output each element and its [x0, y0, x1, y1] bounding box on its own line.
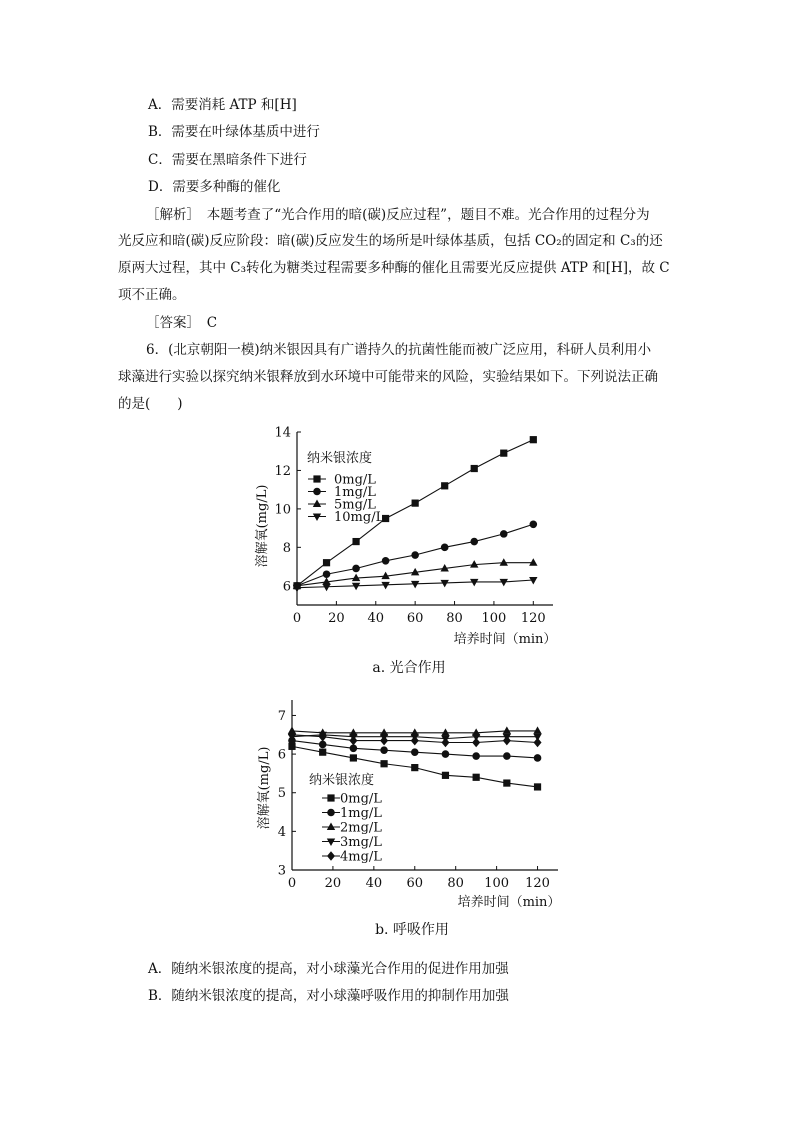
- data-point: [382, 557, 390, 565]
- x-tick-label: 120: [525, 876, 550, 891]
- q5-analysis-line-2: 光反应和暗(碳)反应阶段：暗(碳)反应发生的场所是叶绿体基质，包括 CO₂的固定和 C₃的还: [118, 233, 663, 249]
- legend-marker: [327, 851, 335, 861]
- data-point: [380, 760, 387, 767]
- data-point: [412, 500, 419, 507]
- data-point: [529, 558, 537, 566]
- legend-marker: [327, 823, 335, 831]
- x-tick-label: 0: [287, 876, 297, 891]
- data-point: [470, 538, 478, 546]
- y-tick-label: 12: [274, 463, 291, 479]
- legend: [307, 450, 385, 525]
- data-point: [503, 779, 510, 786]
- legend-label: 3mg/L: [340, 835, 382, 850]
- y-tick-label: 7: [277, 708, 286, 724]
- x-tick-label: 20: [328, 611, 345, 626]
- q5-option-d: D．需要多种酶的催化: [148, 179, 281, 195]
- data-point: [500, 558, 508, 566]
- x-tick-label: 100: [481, 611, 507, 626]
- data-point: [411, 551, 419, 559]
- data-point: [352, 574, 360, 582]
- data-point: [534, 738, 542, 748]
- y-tick-label: 14: [274, 425, 291, 441]
- legend: [309, 772, 382, 865]
- chart-2: [256, 700, 560, 938]
- x-tick-label: 80: [446, 611, 463, 626]
- legend-label: 4mg/L: [340, 849, 382, 865]
- y-tick-label: 10: [274, 502, 291, 518]
- y-tick-label: 8: [282, 540, 291, 556]
- q5-answer: ［答案］ C: [146, 315, 218, 331]
- series-10mg/L: [293, 577, 538, 592]
- data-point: [442, 750, 450, 758]
- data-point: [352, 538, 359, 545]
- y-tick-label: 6: [282, 579, 291, 595]
- legend-marker: [313, 475, 320, 482]
- legend-title: 纳米银浓度: [309, 773, 375, 788]
- legend-marker: [327, 809, 335, 817]
- data-point: [352, 565, 360, 573]
- q5-analysis-line-3: 原两大过程，其中 C₃转化为糖类过程需要多种酶的催化且需要光反应提供 ATP 和[H]，故 C: [118, 260, 670, 276]
- x-tick-label: 20: [324, 876, 342, 891]
- y-tick-label: 5: [277, 786, 286, 802]
- legend-marker: [327, 839, 335, 847]
- q6-stem-line-2: 球藻进行实验以探究纳米银释放到水环境中可能带来的风险，实验结果如下。下列说法正确: [118, 369, 658, 385]
- data-point: [411, 581, 419, 589]
- x-tick-label: 0: [292, 611, 302, 626]
- data-point: [530, 520, 538, 528]
- data-point: [350, 754, 357, 761]
- data-point: [472, 738, 480, 748]
- data-point: [534, 783, 541, 790]
- data-point: [441, 544, 449, 552]
- legend-label: 5mg/L: [334, 497, 376, 513]
- x-axis-label: 培养时间（min）: [453, 632, 557, 647]
- data-point: [533, 726, 541, 734]
- legend-marker: [313, 488, 321, 496]
- data-point: [473, 774, 480, 781]
- data-point: [411, 764, 418, 771]
- data-point: [380, 746, 388, 754]
- figure-caption: a. 光合作用: [372, 660, 446, 676]
- legend-marker: [313, 514, 321, 522]
- data-point: [411, 748, 419, 756]
- data-point: [441, 728, 449, 736]
- data-point: [471, 465, 478, 472]
- x-tick-label: 120: [520, 611, 546, 626]
- legend-label: 0mg/L: [334, 472, 376, 488]
- legend-label: 1mg/L: [334, 485, 376, 500]
- data-point: [472, 752, 480, 760]
- data-point: [322, 584, 330, 592]
- q6-option-a: A．随纳米银浓度的提高，对小球藻光合作用的促进作用加强: [148, 961, 509, 977]
- legend-label: 10mg/L: [334, 510, 385, 525]
- data-point: [441, 482, 448, 489]
- y-tick-label: 3: [277, 863, 286, 879]
- chart-1: [254, 426, 556, 677]
- x-tick-label: 40: [365, 876, 383, 891]
- figure-caption: b. 呼吸作用: [375, 922, 449, 938]
- legend-title: 纳米银浓度: [307, 451, 373, 466]
- data-point: [323, 570, 331, 578]
- data-point: [500, 450, 507, 457]
- legend-label: 0mg/L: [340, 791, 382, 807]
- legend-label: 2mg/L: [340, 820, 382, 836]
- data-point: [529, 577, 537, 585]
- data-point: [530, 436, 537, 443]
- data-point: [500, 530, 508, 538]
- y-axis-label: 溶解氧(mg/L): [257, 746, 272, 830]
- q5-analysis-line-4: 项不正确。: [118, 287, 186, 303]
- q6-stem-line-1: 6．(北京朝阳一模)纳米银因具有广谱持久的抗菌性能而被广泛应用，科研人员利用小: [146, 342, 652, 358]
- data-point: [350, 744, 358, 752]
- x-tick-label: 100: [484, 876, 510, 891]
- legend-marker: [313, 500, 321, 508]
- x-axis-label: 培养时间（min）: [457, 895, 561, 910]
- q5-analysis-line-1: ［解析］ 本题考查了“光合作用的暗(碳)反应过程”，题目不难。光合作用的过程分为: [146, 207, 650, 223]
- data-point: [503, 752, 511, 760]
- q5-option-b: B．需要在叶绿体基质中进行: [148, 124, 320, 140]
- x-tick-label: 80: [447, 876, 464, 891]
- data-point: [441, 738, 449, 748]
- legend-label: 1mg/L: [340, 806, 382, 821]
- data-point: [440, 580, 448, 588]
- y-tick-label: 4: [277, 824, 286, 840]
- data-point: [319, 749, 326, 756]
- data-point: [319, 741, 327, 749]
- x-tick-label: 60: [406, 611, 424, 626]
- data-point: [470, 560, 478, 568]
- data-point: [500, 579, 508, 587]
- data-point: [352, 583, 360, 591]
- legend-marker: [327, 794, 334, 801]
- y-axis-label: 溶解氧(mg/L): [255, 484, 270, 568]
- data-point: [470, 579, 478, 587]
- x-tick-label: 60: [406, 876, 424, 891]
- q5-option-a: A．需要消耗 ATP 和[H]: [148, 97, 297, 113]
- y-tick-label: 6: [277, 747, 286, 763]
- q5-option-c: C．需要在黑暗条件下进行: [148, 152, 307, 168]
- q6-stem-line-3: 的是( ): [118, 396, 183, 412]
- data-point: [503, 726, 511, 734]
- x-tick-label: 40: [367, 611, 385, 626]
- q6-option-b: B．随纳米银浓度的提高，对小球藻呼吸作用的抑制作用加强: [148, 988, 509, 1004]
- data-point: [381, 582, 389, 590]
- data-point: [534, 754, 542, 762]
- data-point: [442, 772, 449, 779]
- data-point: [323, 559, 330, 566]
